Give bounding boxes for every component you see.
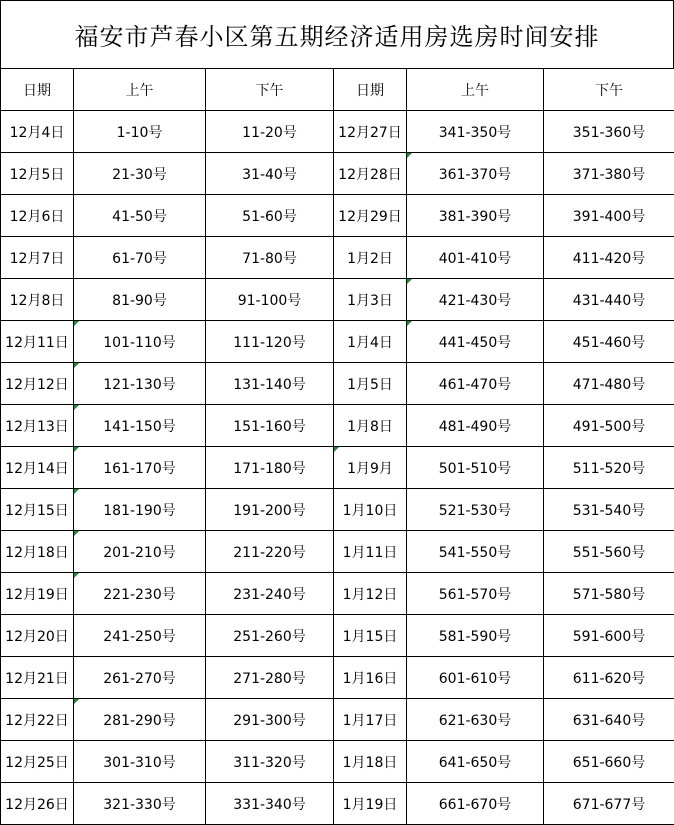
afternoon-cell-1: 31-40号 bbox=[206, 153, 334, 195]
morning-cell-1: 61-70号 bbox=[74, 237, 206, 279]
table-row bbox=[1, 657, 674, 699]
date-cell-1: 12月26日 bbox=[1, 783, 74, 825]
afternoon-cell-2: 391-400号 bbox=[544, 195, 674, 237]
date-cell-1: 12月5日 bbox=[1, 153, 74, 195]
date-cell-1: 12月13日 bbox=[1, 405, 74, 447]
date-cell-1: 12月7日 bbox=[1, 237, 74, 279]
date-cell-2: 1月2日 bbox=[334, 237, 407, 279]
afternoon-cell-1: 111-120号 bbox=[206, 321, 334, 363]
table-row bbox=[1, 615, 674, 657]
afternoon-cell-2: 411-420号 bbox=[544, 237, 674, 279]
table-row bbox=[1, 153, 674, 195]
afternoon-cell-1: 211-220号 bbox=[206, 531, 334, 573]
afternoon-cell-2: 351-360号 bbox=[544, 111, 674, 153]
date-cell-1: 12月4日 bbox=[1, 111, 74, 153]
afternoon-cell-2: 491-500号 bbox=[544, 405, 674, 447]
table-row bbox=[1, 363, 674, 405]
afternoon-cell-1: 131-140号 bbox=[206, 363, 334, 405]
date-cell-1: 12月22日 bbox=[1, 699, 74, 741]
morning-cell-2: 641-650号 bbox=[407, 741, 544, 783]
morning-cell-1: 41-50号 bbox=[74, 195, 206, 237]
table-row bbox=[1, 279, 674, 321]
afternoon-cell-2: 671-677号 bbox=[544, 783, 674, 825]
date-cell-1: 12月6日 bbox=[1, 195, 74, 237]
date-cell-2: 1月19日 bbox=[334, 783, 407, 825]
morning-cell-2: 481-490号 bbox=[407, 405, 544, 447]
date-cell-2: 1月10日 bbox=[334, 489, 407, 531]
morning-cell-1: 321-330号 bbox=[74, 783, 206, 825]
morning-cell-1: 261-270号 bbox=[74, 657, 206, 699]
afternoon-cell-1: 151-160号 bbox=[206, 405, 334, 447]
morning-cell-1: 301-310号 bbox=[74, 741, 206, 783]
afternoon-cell-1: 251-260号 bbox=[206, 615, 334, 657]
date-cell-1: 12月15日 bbox=[1, 489, 74, 531]
morning-cell-2: 461-470号 bbox=[407, 363, 544, 405]
table-row bbox=[1, 321, 674, 363]
afternoon-cell-1: 271-280号 bbox=[206, 657, 334, 699]
afternoon-cell-1: 171-180号 bbox=[206, 447, 334, 489]
morning-cell-1: 1-10号 bbox=[74, 111, 206, 153]
morning-cell-1: 121-130号 bbox=[74, 363, 206, 405]
afternoon-cell-1: 71-80号 bbox=[206, 237, 334, 279]
date-cell-2: 1月9月 bbox=[334, 447, 407, 489]
morning-cell-2: 381-390号 bbox=[407, 195, 544, 237]
afternoon-cell-1: 291-300号 bbox=[206, 699, 334, 741]
afternoon-cell-1: 191-200号 bbox=[206, 489, 334, 531]
date-cell-2: 1月3日 bbox=[334, 279, 407, 321]
morning-cell-2: 341-350号 bbox=[407, 111, 544, 153]
afternoon-cell-1: 331-340号 bbox=[206, 783, 334, 825]
morning-cell-2: 561-570号 bbox=[407, 573, 544, 615]
table-row bbox=[1, 531, 674, 573]
morning-cell-1: 141-150号 bbox=[74, 405, 206, 447]
date-cell-2: 1月18日 bbox=[334, 741, 407, 783]
date-cell-2: 12月28日 bbox=[334, 153, 407, 195]
afternoon-cell-1: 11-20号 bbox=[206, 111, 334, 153]
date-cell-2: 1月12日 bbox=[334, 573, 407, 615]
afternoon-cell-2: 471-480号 bbox=[544, 363, 674, 405]
morning-cell-1: 181-190号 bbox=[74, 489, 206, 531]
afternoon-cell-2: 451-460号 bbox=[544, 321, 674, 363]
date-cell-1: 12月20日 bbox=[1, 615, 74, 657]
date-cell-1: 12月21日 bbox=[1, 657, 74, 699]
morning-cell-1: 101-110号 bbox=[74, 321, 206, 363]
afternoon-cell-2: 511-520号 bbox=[544, 447, 674, 489]
date-cell-1: 12月8日 bbox=[1, 279, 74, 321]
table-row bbox=[1, 573, 674, 615]
date-cell-2: 12月27日 bbox=[334, 111, 407, 153]
morning-cell-2: 421-430号 bbox=[407, 279, 544, 321]
afternoon-cell-2: 371-380号 bbox=[544, 153, 674, 195]
afternoon-cell-2: 571-580号 bbox=[544, 573, 674, 615]
sheet-title: 福安市芦春小区第五期经济适用房选房时间安排 bbox=[0, 0, 674, 69]
date-cell-2: 1月4日 bbox=[334, 321, 407, 363]
date-cell-2: 1月16日 bbox=[334, 657, 407, 699]
date-cell-2: 1月8日 bbox=[334, 405, 407, 447]
date-cell-1: 12月12日 bbox=[1, 363, 74, 405]
afternoon-cell-2: 631-640号 bbox=[544, 699, 674, 741]
afternoon-cell-2: 551-560号 bbox=[544, 531, 674, 573]
date-cell-1: 12月11日 bbox=[1, 321, 74, 363]
morning-cell-2: 661-670号 bbox=[407, 783, 544, 825]
morning-cell-1: 81-90号 bbox=[74, 279, 206, 321]
date-cell-1: 12月19日 bbox=[1, 573, 74, 615]
afternoon-cell-2: 651-660号 bbox=[544, 741, 674, 783]
date-cell-1: 12月25日 bbox=[1, 741, 74, 783]
morning-cell-2: 521-530号 bbox=[407, 489, 544, 531]
morning-cell-2: 621-630号 bbox=[407, 699, 544, 741]
afternoon-cell-1: 91-100号 bbox=[206, 279, 334, 321]
morning-cell-1: 21-30号 bbox=[74, 153, 206, 195]
afternoon-cell-1: 231-240号 bbox=[206, 573, 334, 615]
morning-cell-2: 581-590号 bbox=[407, 615, 544, 657]
header-afternoon-2: 下午 bbox=[544, 69, 674, 111]
date-cell-2: 1月15日 bbox=[334, 615, 407, 657]
schedule-table bbox=[0, 68, 674, 825]
morning-cell-2: 601-610号 bbox=[407, 657, 544, 699]
date-cell-1: 12月18日 bbox=[1, 531, 74, 573]
afternoon-cell-1: 51-60号 bbox=[206, 195, 334, 237]
table-row bbox=[1, 741, 674, 783]
table-row bbox=[1, 699, 674, 741]
afternoon-cell-1: 311-320号 bbox=[206, 741, 334, 783]
afternoon-cell-2: 431-440号 bbox=[544, 279, 674, 321]
morning-cell-2: 541-550号 bbox=[407, 531, 544, 573]
morning-cell-2: 501-510号 bbox=[407, 447, 544, 489]
afternoon-cell-2: 591-600号 bbox=[544, 615, 674, 657]
date-cell-2: 12月29日 bbox=[334, 195, 407, 237]
table-row bbox=[1, 489, 674, 531]
table-row bbox=[1, 195, 674, 237]
header-date-2: 日期 bbox=[334, 69, 407, 111]
header-date-1: 日期 bbox=[1, 69, 74, 111]
table-row bbox=[1, 111, 674, 153]
header-morning-2: 上午 bbox=[407, 69, 544, 111]
morning-cell-1: 241-250号 bbox=[74, 615, 206, 657]
table-row bbox=[1, 447, 674, 489]
morning-cell-1: 221-230号 bbox=[74, 573, 206, 615]
morning-cell-1: 201-210号 bbox=[74, 531, 206, 573]
table-row bbox=[1, 783, 674, 825]
date-cell-2: 1月17日 bbox=[334, 699, 407, 741]
table-row bbox=[1, 237, 674, 279]
morning-cell-2: 361-370号 bbox=[407, 153, 544, 195]
morning-cell-2: 441-450号 bbox=[407, 321, 544, 363]
morning-cell-2: 401-410号 bbox=[407, 237, 544, 279]
date-cell-2: 1月5日 bbox=[334, 363, 407, 405]
table-row bbox=[1, 405, 674, 447]
afternoon-cell-2: 531-540号 bbox=[544, 489, 674, 531]
header-morning-1: 上午 bbox=[74, 69, 206, 111]
morning-cell-1: 281-290号 bbox=[74, 699, 206, 741]
afternoon-cell-2: 611-620号 bbox=[544, 657, 674, 699]
header-row bbox=[1, 69, 674, 111]
date-cell-2: 1月11日 bbox=[334, 531, 407, 573]
date-cell-1: 12月14日 bbox=[1, 447, 74, 489]
header-afternoon-1: 下午 bbox=[206, 69, 334, 111]
morning-cell-1: 161-170号 bbox=[74, 447, 206, 489]
